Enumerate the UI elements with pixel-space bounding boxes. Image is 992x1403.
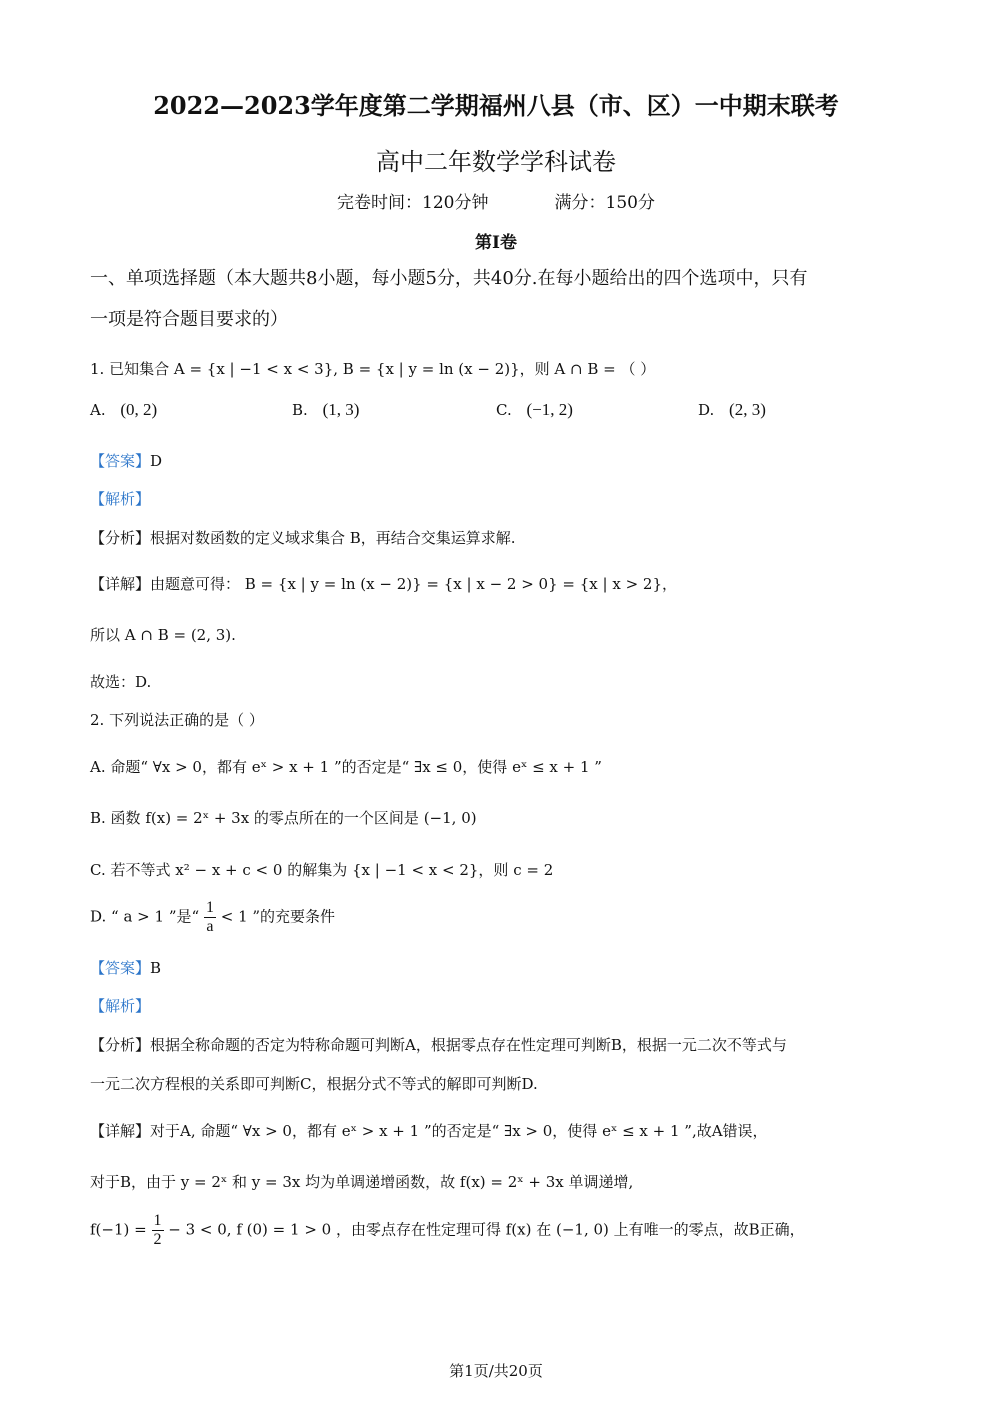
exam-meta	[0, 188, 992, 213]
q2-detail-line3-post: − 3 < 0, f (0) = 1 > 0 ，由零点存在性定理可得 f(x) 在 (−1, 0) 上有唯一的零点，故B正确，	[168, 1220, 805, 1239]
q1-analysis: 【分析】根据对数函数的定义域求集合 B，再结合交集运算求解.	[90, 529, 516, 547]
q2-detail-fraction	[152, 1212, 164, 1249]
q2-option-b: B. 函数 f(x) = 2ˣ + 3x 的零点所在的一个区间是 (−1, 0)	[90, 809, 477, 827]
q2-detail-line2: 对于B，由于 y = 2ˣ 和 y = 3x 均为单调递增函数，故 f(x) = 2ˣ + 3x 单调递增,	[90, 1173, 634, 1191]
q2-stem: 2. 下列说法正确的是（ ）	[90, 711, 264, 729]
page-footer: 第1页/共20页	[449, 1362, 543, 1380]
q2-option-a: A. 命题“ ∀x > 0，都有 eˣ > x + 1 ”的否定是“ ∃x ≤ 0，使得 eˣ ≤ x + 1 ”	[90, 758, 602, 776]
q1-option-b-value: (1, 3)	[322, 400, 360, 419]
q1-option-a-value: (0, 2)	[120, 400, 158, 419]
q1-option-c-label: C.	[496, 401, 512, 419]
q1-option-a	[90, 400, 157, 420]
q1-answer	[90, 450, 162, 471]
section-heading-line2: 一项是符合题目要求的）	[90, 309, 288, 330]
q2-option-d	[90, 899, 335, 936]
q2-detail-line1: 【详解】对于A, 命题“ ∀x > 0，都有 eˣ > x + 1 ”的否定是“ ∃x > 0，使得 eˣ ≤ x + 1 ”,故A错误，	[90, 1122, 768, 1140]
q1-option-c-value: (−1, 2)	[526, 400, 573, 419]
q1-stem: 1. 已知集合 A = {x | −1 < x < 3}, B = {x | y = ln (x − 2)}，则 A ∩ B = （ ）	[90, 360, 656, 378]
q1-option-c	[496, 400, 573, 420]
q2-option-c: C. 若不等式 x² − x + c < 0 的解集为 {x | −1 < x < 2}，则 c = 2	[90, 861, 554, 879]
q1-option-d	[698, 400, 766, 420]
q2-analysis-tag: 【解析】	[90, 997, 151, 1015]
q1-answer-value: D	[150, 452, 163, 470]
q1-option-b-label: B.	[292, 401, 308, 419]
volume-label: 第I卷	[475, 233, 517, 253]
q1-option-d-value: (2, 3)	[729, 400, 766, 419]
q1-option-b	[292, 400, 359, 420]
q2-answer-tag: 【答案】	[90, 959, 151, 977]
exam-time: 完卷时间：120分钟	[337, 193, 489, 213]
q1-answer-tag: 【答案】	[90, 452, 151, 470]
q2-analysis-line1: 【分析】根据全称命题的否定为特称命题可判断A，根据零点存在性定理可判断B，根据一元二次不等式与	[90, 1036, 787, 1054]
q2-option-d-fraction	[204, 899, 216, 936]
q2-answer	[90, 957, 161, 978]
q1-detail-2: 所以 A ∩ B = (2, 3).	[90, 626, 236, 644]
q1-option-a-label: A.	[90, 401, 106, 419]
q2-answer-value: B	[150, 959, 162, 977]
exam-score: 满分：150分	[554, 193, 655, 213]
q2-analysis-line2: 一元二次方程根的关系即可判断C，根据分式不等式的解即可判断D.	[90, 1075, 538, 1093]
exam-title: 2022—2023学年度第二学期福州八县（市、区）一中期末联考	[153, 91, 839, 120]
q2-option-d-pre: D. “ a > 1 ”是“	[90, 907, 200, 926]
q2-option-d-numerator: 1	[205, 899, 214, 916]
q1-option-d-label: D.	[698, 401, 715, 419]
q2-detail-line3	[90, 1212, 805, 1249]
q1-analysis-tag: 【解析】	[90, 490, 151, 508]
q2-detail-numerator: 1	[153, 1212, 162, 1229]
q2-detail-line3-pre: f(−1) =	[90, 1220, 147, 1239]
q2-option-d-denominator: a	[206, 918, 214, 935]
q1-detail: 【详解】由题意可得： B = {x | y = ln (x − 2)} = {x | x − 2 > 0} = {x | x > 2}，	[90, 575, 677, 593]
exam-subtitle: 高中二年数学学科试卷	[376, 148, 616, 176]
q2-option-d-post: < 1 ”的充要条件	[220, 907, 336, 926]
section-heading-line1: 一、单项选择题（本大题共8小题，每小题5分，共40分.在每小题给出的四个选项中，只有	[90, 268, 808, 289]
q1-choose: 故选：D.	[90, 673, 152, 691]
q2-detail-denominator: 2	[153, 1231, 162, 1248]
